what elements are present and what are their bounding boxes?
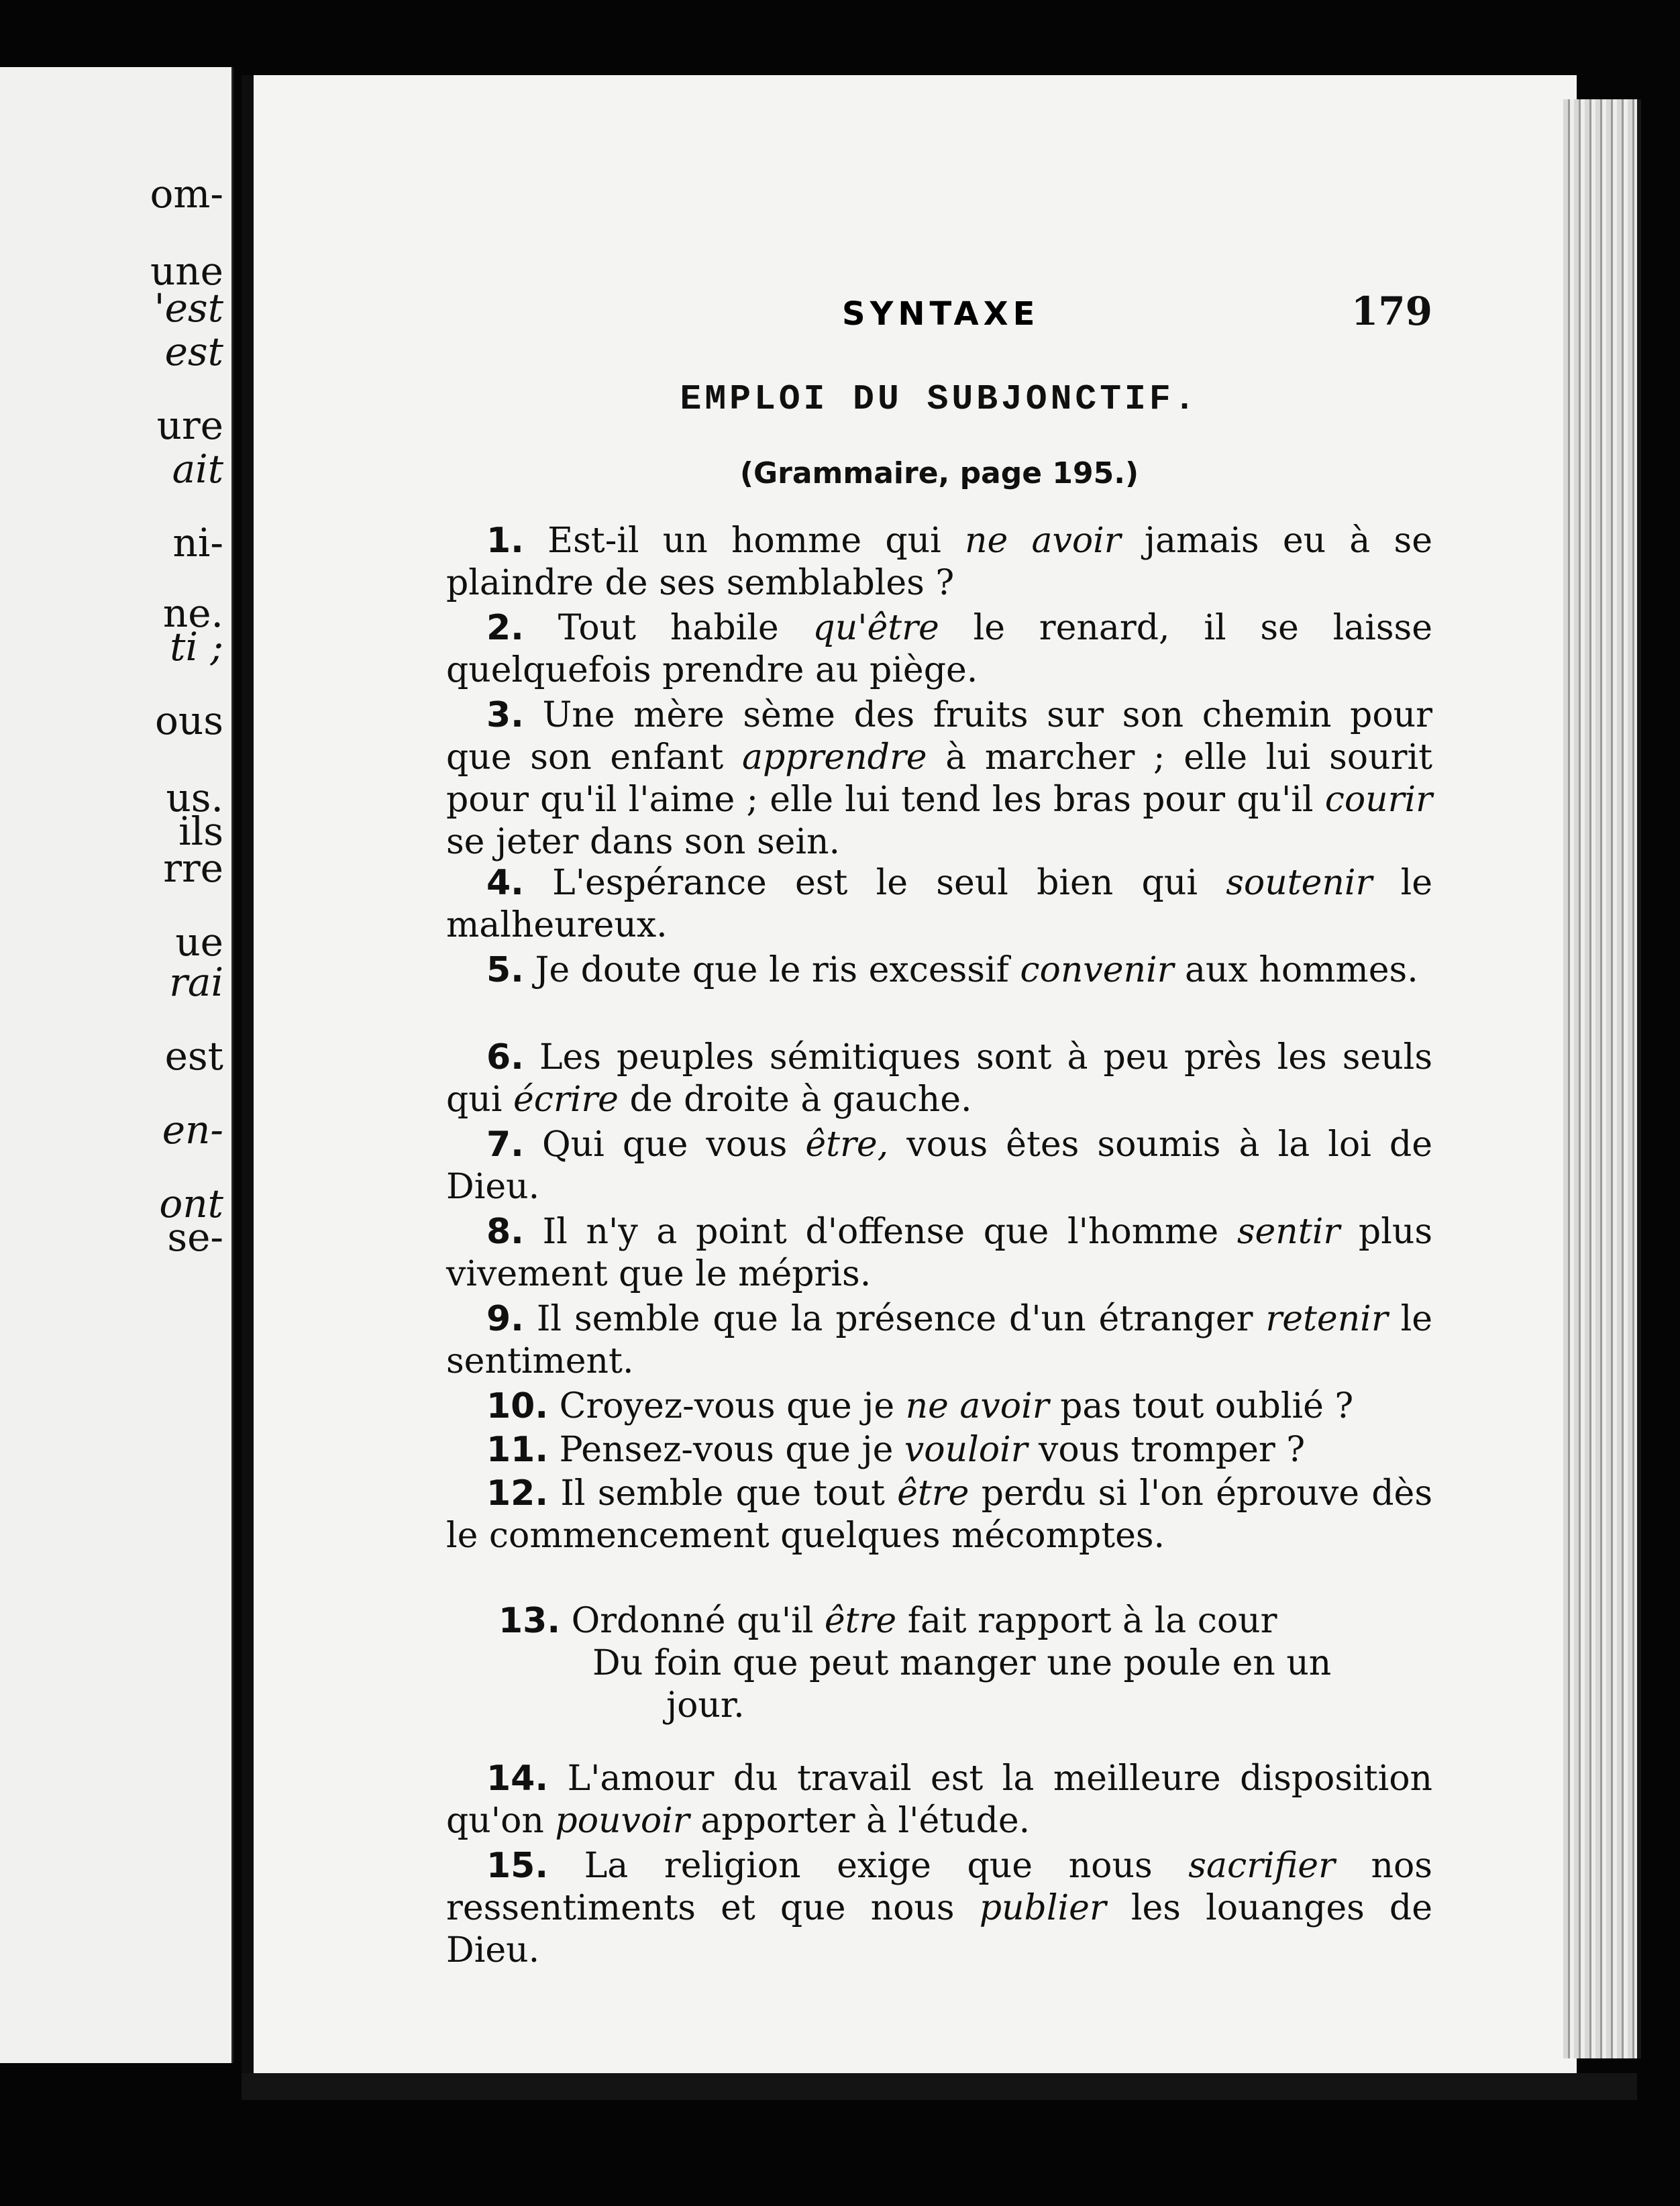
exercise-text: vous tromper ? <box>1027 1430 1306 1470</box>
left-page <box>0 67 233 2063</box>
section-title: EMPLOI DU SUBJONCTIF. <box>680 379 1199 419</box>
left-page-fragment: 'est <box>154 285 223 331</box>
exercise-number: 1. <box>486 521 524 561</box>
verb-to-conjugate: courir <box>1324 780 1432 820</box>
exercise-text: se jeter dans son sein. <box>446 822 841 862</box>
poem-line: Du foin que peut manger une poule en un <box>592 1643 1332 1683</box>
exercise-number: 9. <box>486 1299 524 1339</box>
verb-to-conjugate: être <box>897 1473 969 1514</box>
verb-to-conjugate: vouloir <box>904 1430 1028 1470</box>
exercise-text: Il semble que la présence d'un étranger <box>523 1299 1266 1339</box>
exercise-number: 10. <box>486 1386 549 1426</box>
exercise-text: Il n'y a point d'offense que l'homme <box>523 1212 1237 1252</box>
left-page-fragment: ti ; <box>170 624 223 670</box>
exercise-text: Une mère sème des fruits sur son chemin pour que son enfant <box>446 695 1432 778</box>
exercise-11 <box>446 1429 1432 1471</box>
poem-line: jour. <box>666 1685 745 1726</box>
exercise-3 <box>446 694 1432 863</box>
verb-to-conjugate: écrire <box>513 1080 619 1120</box>
exercise-text: vous êtes soumis à la loi de Dieu. <box>446 1124 1432 1207</box>
exercise-text: apporter à l'étude. <box>689 1801 1031 1841</box>
verb-to-conjugate: sentir <box>1237 1212 1341 1252</box>
exercise-text: Croyez-vous que je <box>548 1386 906 1426</box>
left-page-fragment: se- <box>167 1214 223 1260</box>
running-head: SYNTAXE <box>842 295 1040 333</box>
exercise-13-poem <box>498 1600 1431 1727</box>
exercise-text: le renard, il se laisse quelquefois prendre au piège. <box>446 608 1432 690</box>
exercise-text: plus vivement que le mépris. <box>446 1212 1432 1294</box>
exercise-number: 13. <box>498 1601 561 1641</box>
exercise-text: à marcher ; elle lui sourit pour qu'il l'aime ; elle lui tend les bras pour qu'il <box>446 737 1432 820</box>
left-page-fragment: une <box>150 248 223 294</box>
exercise-text: Il semble que tout <box>548 1473 898 1514</box>
left-page-fragment: en- <box>162 1107 223 1153</box>
exercise-text: le sentiment. <box>446 1299 1432 1381</box>
exercise-12 <box>446 1473 1432 1557</box>
exercise-10 <box>446 1385 1432 1428</box>
verb-to-conjugate: sacrifier <box>1188 1846 1335 1886</box>
exercise-text: L'amour du travail est la meilleure disposition qu'on <box>446 1758 1432 1841</box>
exercise-number: 5. <box>486 950 524 990</box>
left-page-fragment: ni- <box>172 520 223 566</box>
exercise-text: Ordonné qu'il <box>560 1601 825 1641</box>
exercise-number: 3. <box>486 695 524 735</box>
left-page-fragment: rre <box>163 845 223 891</box>
exercise-text: perdu si l'on éprouve dès le commencement quelques mécomptes. <box>446 1473 1433 1556</box>
left-page-fragment: ous <box>154 698 223 743</box>
exercise-text: Est-il un homme qui <box>523 521 965 561</box>
left-page-fragment: ait <box>172 446 223 492</box>
exercise-text: nos ressentiments et que nous <box>446 1846 1432 1928</box>
exercise-1 <box>446 520 1432 605</box>
page-edge <box>1563 99 1641 2058</box>
left-page-fragment: us. <box>166 775 223 821</box>
exercise-number: 6. <box>486 1037 524 1078</box>
exercise-text: Pensez-vous que je <box>548 1430 904 1470</box>
exercise-text: La religion exige que nous <box>548 1846 1189 1886</box>
left-page-fragment: ue <box>175 919 223 965</box>
verb-to-conjugate: pouvoir <box>555 1801 690 1841</box>
book-shadow <box>242 2073 1637 2100</box>
left-page-fragment: est <box>164 1033 223 1079</box>
exercise-text: Les peuples sémitiques sont à peu près les seuls qui <box>446 1037 1432 1120</box>
exercise-number: 4. <box>486 863 524 903</box>
exercise-text: aux hommes. <box>1173 950 1418 990</box>
exercise-number: 12. <box>486 1473 549 1514</box>
verb-to-conjugate: être, <box>805 1124 889 1165</box>
exercise-15 <box>446 1845 1432 1972</box>
left-page-fragment: ure <box>156 403 223 448</box>
verb-to-conjugate: publier <box>979 1888 1106 1928</box>
exercise-9 <box>446 1298 1432 1383</box>
verb-to-conjugate: retenir <box>1265 1299 1388 1339</box>
left-page-fragment: est <box>164 329 223 374</box>
section-subtitle: (Grammaire, page 195.) <box>739 456 1139 490</box>
verb-to-conjugate: être <box>824 1601 897 1641</box>
exercise-number: 14. <box>486 1758 549 1799</box>
left-page-fragment: rai <box>169 959 223 1005</box>
page-number: 179 <box>1351 288 1432 334</box>
exercise-text: Tout habile <box>523 608 813 648</box>
verb-to-conjugate: qu'être <box>812 608 939 648</box>
verb-to-conjugate: apprendre <box>741 737 927 778</box>
exercise-text: jamais eu à se plaindre de ses semblables ? <box>446 521 1432 603</box>
left-page-fragment: ne. <box>162 590 223 636</box>
exercise-7 <box>446 1124 1432 1208</box>
left-page-fragment: ont <box>159 1181 223 1226</box>
verb-to-conjugate: ne avoir <box>905 1386 1049 1426</box>
verb-to-conjugate: ne avoir <box>964 521 1121 561</box>
exercise-number: 8. <box>486 1212 524 1252</box>
exercise-text: fait rapport à la cour <box>896 1601 1277 1641</box>
exercise-text: Qui que vous <box>523 1124 806 1165</box>
left-page-fragment: ils <box>178 808 223 854</box>
exercise-text: Je doute que le ris excessif <box>523 950 1020 990</box>
verb-to-conjugate: soutenir <box>1226 863 1373 903</box>
exercise-number: 11. <box>486 1430 549 1470</box>
exercise-text: de droite à gauche. <box>618 1080 972 1120</box>
verb-to-conjugate: convenir <box>1020 950 1174 990</box>
poem-line <box>498 1600 1431 1642</box>
exercise-text: pas tout oublié ? <box>1049 1386 1354 1426</box>
left-page-fragment: om- <box>150 171 223 217</box>
exercise-2 <box>446 607 1432 692</box>
exercise-text: le malheureux. <box>446 863 1432 945</box>
exercise-text: L'espérance est le seul bien qui <box>523 863 1226 903</box>
exercise-5 <box>446 949 1432 992</box>
exercise-6 <box>446 1037 1432 1121</box>
exercise-14 <box>446 1758 1432 1842</box>
exercise-4 <box>446 862 1432 947</box>
exercise-text: les louanges de Dieu. <box>446 1888 1432 1971</box>
exercise-number: 15. <box>486 1846 549 1886</box>
exercise-number: 2. <box>486 608 524 648</box>
exercise-number: 7. <box>486 1124 524 1165</box>
exercise-8 <box>446 1211 1432 1296</box>
